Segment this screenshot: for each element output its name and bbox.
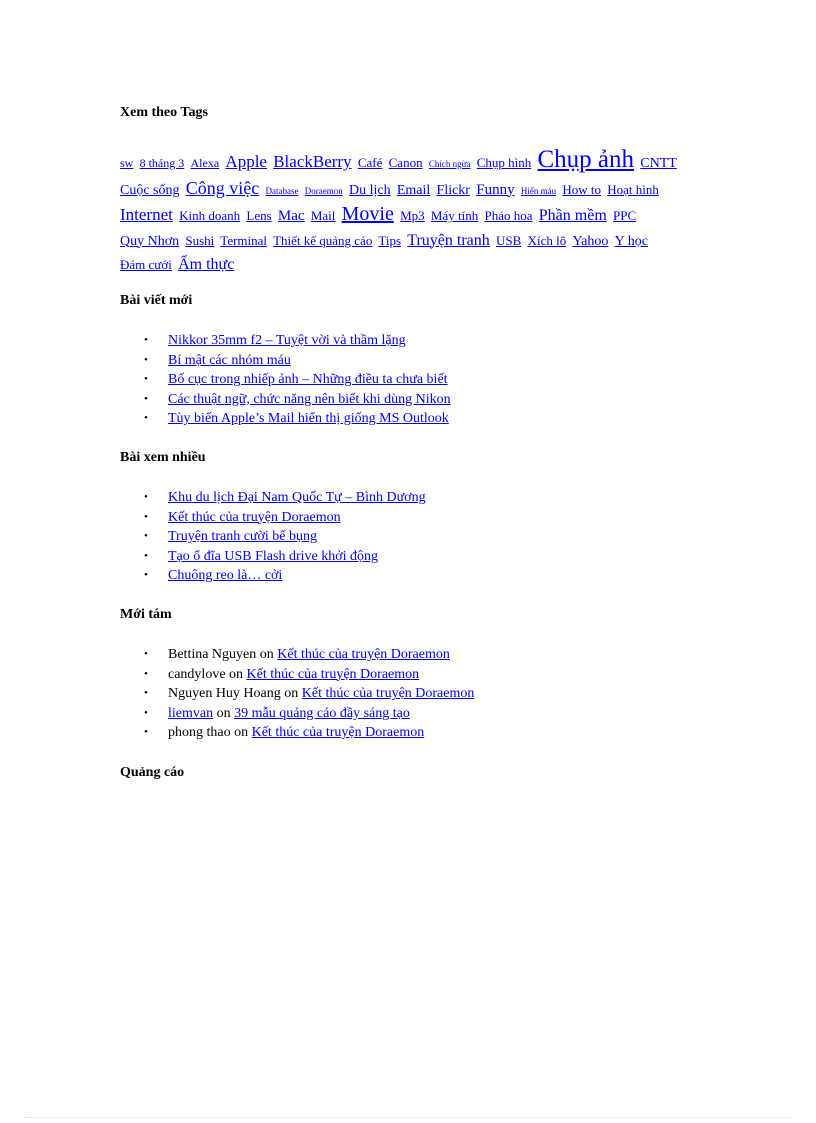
recent-comments-heading: Mới tám [120, 607, 172, 622]
tag-link[interactable]: Hoạt hình [607, 181, 659, 197]
recent-post-link[interactable]: Tùy biến Apple’s Mail hiển thị giống MS Outlook [168, 411, 449, 427]
comment-item [120, 645, 690, 665]
tag-link[interactable]: Doraemon [304, 185, 343, 196]
tag-link[interactable]: Flickr [436, 182, 470, 198]
recent-post-link[interactable]: Nikkor 35mm f2 – Tuyệt vời và thầm lặng [168, 333, 406, 348]
list-item [120, 508, 690, 528]
comment-post-link[interactable]: Kết thúc của truyện Doraemon [246, 666, 420, 682]
tag-link[interactable]: PPC [613, 208, 637, 223]
tag-link[interactable]: How to [562, 181, 601, 197]
tag-link[interactable]: Sushi [185, 232, 215, 248]
tag-link[interactable]: Mp3 [400, 208, 425, 223]
tag-link[interactable]: Internet [120, 205, 173, 224]
comment-post-link[interactable]: 39 mẫu quảng cáo đầy sáng tạo [234, 705, 410, 721]
comment-post-link[interactable]: Kết thúc của truyện Doraemon [301, 686, 475, 702]
tag-link[interactable]: Chụp ảnh [537, 146, 635, 173]
tag-link[interactable]: Thiết kế quảng cáo [273, 232, 373, 248]
recent-posts-list [120, 331, 690, 429]
bullet-icon: • [144, 392, 148, 405]
list-item [120, 527, 690, 547]
popular-post-link[interactable]: Truyện tranh cười bể bụng [168, 529, 318, 545]
list-item [120, 331, 690, 351]
bullet-icon: • [144, 353, 148, 366]
comment-item [120, 723, 690, 743]
tag-link[interactable]: sw [120, 156, 134, 170]
bullet-icon: • [144, 334, 148, 346]
tag-link[interactable]: Công việc [185, 177, 260, 198]
comment-on-label: on [216, 705, 231, 721]
comment-item [120, 665, 690, 685]
tag-link[interactable]: Terminal [220, 232, 268, 248]
list-item [120, 547, 690, 567]
popular-posts-list [120, 488, 690, 586]
ads-heading: Quảng cáo [120, 765, 185, 780]
tags-heading: Xem theo Tags [120, 105, 208, 120]
tag-link[interactable]: Hiến máu [520, 185, 557, 196]
bullet-icon: • [144, 726, 148, 739]
page-bottom-divider [24, 1117, 792, 1118]
bullet-icon: • [144, 530, 148, 543]
comment-author: candylove [168, 666, 226, 682]
tag-link[interactable]: Chích ngừa [428, 159, 471, 169]
tag-link[interactable]: Du lịch [348, 182, 391, 198]
tag-link[interactable]: Y học [614, 233, 648, 249]
tag-link[interactable]: Yahoo [572, 233, 609, 249]
tag-link[interactable]: BlackBerry [273, 152, 352, 171]
comment-on-label: on [229, 666, 244, 682]
tag-cloud [120, 148, 690, 277]
tag-link[interactable]: 8 tháng 3 [139, 156, 185, 170]
tag-link[interactable]: Phần mềm [538, 207, 607, 224]
popular-post-link[interactable]: Khu du lịch Đại Nam Quốc Tự – Bình Dương [168, 490, 426, 505]
tag-link[interactable]: Đám cưới [120, 257, 172, 272]
list-item [120, 351, 690, 371]
comment-author: Bettina Nguyen [168, 647, 257, 662]
tag-link[interactable]: Chụp hình [476, 155, 532, 170]
tag-link[interactable]: Funny [476, 181, 515, 198]
recent-post-link[interactable]: Các thuật ngữ, chức năng nên biết khi dùng Nikon [168, 391, 451, 407]
tag-link[interactable]: Ẩm thực [178, 256, 235, 273]
bullet-icon: • [144, 687, 148, 700]
popular-posts-heading: Bài xem nhiều [120, 450, 206, 465]
tag-link[interactable]: USB [496, 232, 522, 248]
comment-item [120, 684, 690, 704]
tag-link[interactable]: Mac [277, 208, 305, 224]
bullet-icon: • [144, 510, 148, 523]
comment-author: phong thao [168, 725, 231, 741]
bullet-icon: • [144, 549, 148, 562]
comment-post-link[interactable]: Kết thúc của truyện Doraemon [251, 725, 425, 741]
tag-link[interactable]: Database [265, 185, 299, 196]
tag-link[interactable]: CNTT [640, 156, 677, 171]
list-item [120, 390, 690, 410]
recent-posts-heading: Bài viết mới [120, 293, 193, 308]
comment-author: Nguyen Huy Hoang [168, 686, 281, 702]
popular-post-link[interactable]: Kết thúc của truyện Doraemon [168, 509, 341, 525]
bullet-icon: • [144, 491, 148, 503]
tag-link[interactable]: Apple [225, 152, 267, 171]
popular-post-link[interactable]: Tạo ổ đĩa USB Flash drive khởi động [168, 548, 378, 564]
tag-link[interactable]: Email [396, 182, 431, 198]
bullet-icon: • [144, 412, 148, 425]
tag-link[interactable]: Movie [341, 203, 394, 225]
tag-link[interactable]: Pháo hoa [484, 208, 533, 223]
list-item [120, 370, 690, 390]
bullet-icon: • [144, 373, 148, 386]
list-item [120, 488, 690, 508]
comment-on-label: on [234, 725, 249, 741]
tag-link[interactable]: Alexa [190, 156, 220, 170]
tag-link[interactable]: Kinh doanh [179, 208, 241, 223]
tag-link[interactable]: Xích lô [527, 232, 567, 248]
tag-link[interactable]: Máy tính [430, 208, 479, 223]
recent-post-link[interactable]: Bí mật các nhóm máu [168, 352, 291, 368]
bullet-icon: • [144, 569, 148, 582]
bullet-icon: • [144, 706, 148, 719]
tag-link[interactable]: Lens [246, 208, 272, 223]
list-item [120, 409, 690, 429]
popular-post-link[interactable]: Chuông reo là… cởi [168, 568, 283, 584]
recent-comments-list [120, 645, 690, 743]
tag-link[interactable]: Mail [310, 208, 336, 223]
tag-link[interactable]: Café [357, 155, 383, 170]
comment-author[interactable]: liemvan [168, 705, 214, 721]
list-item [120, 566, 690, 586]
comment-item [120, 704, 690, 724]
tag-link[interactable]: Cuộc sống [120, 182, 180, 198]
tag-link[interactable]: Truyện tranh [407, 231, 490, 249]
comment-on-label: on [259, 647, 274, 662]
tag-link[interactable]: Canon [388, 155, 423, 170]
tag-link[interactable]: Quy Nhơn [120, 233, 180, 249]
comment-on-label: on [284, 686, 299, 702]
bullet-icon: • [144, 667, 148, 680]
tag-link[interactable]: Tips [378, 232, 401, 248]
comment-post-link[interactable]: Kết thúc của truyện Doraemon [277, 647, 450, 662]
bullet-icon: • [144, 648, 148, 660]
recent-post-link[interactable]: Bố cục trong nhiếp ảnh – Những điều ta chưa biết [168, 372, 448, 388]
